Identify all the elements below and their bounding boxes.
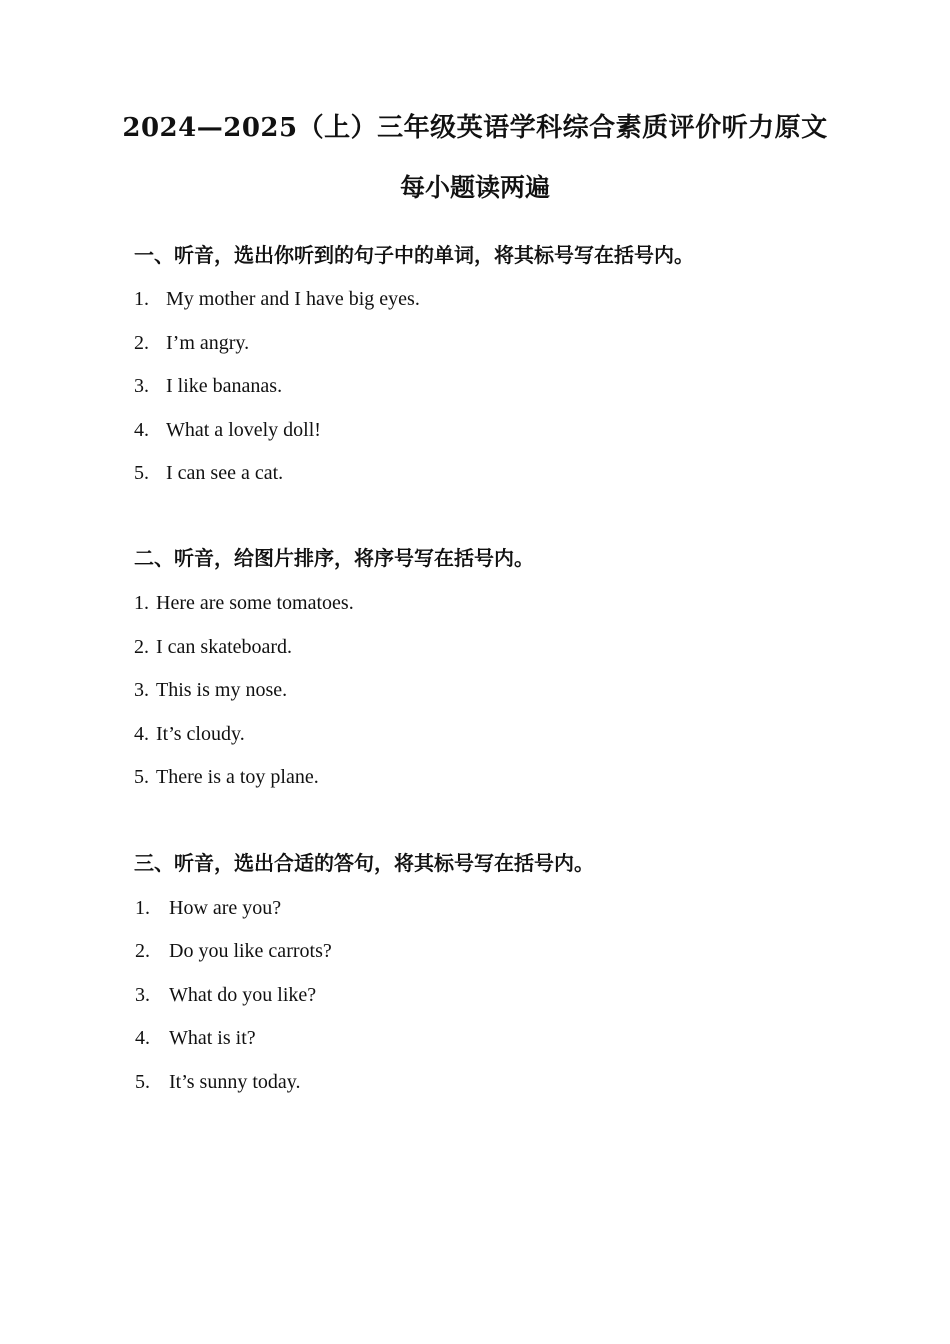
list-item — [134, 632, 292, 662]
list-item — [135, 893, 281, 923]
item-number: 1. — [135, 897, 150, 919]
list-item — [134, 371, 282, 401]
list-item — [135, 1067, 300, 1097]
item-text: I can see a cat. — [166, 462, 284, 484]
item-number: 5. — [135, 1071, 150, 1093]
item-number: 4. — [134, 419, 149, 441]
item-text: This is my nose. — [156, 679, 288, 701]
list-item — [135, 1023, 256, 1053]
section-heading: 一、听音，选出你听到的句子中的单词，将其标号写在括号内。 — [134, 243, 694, 267]
item-text: It’s cloudy. — [156, 723, 245, 745]
item-text: There is a toy plane. — [156, 766, 319, 788]
item-text: I can skateboard. — [156, 636, 293, 658]
item-number: 3. — [135, 984, 150, 1006]
list-item — [135, 980, 316, 1010]
section-heading: 二、听音，给图片排序，将序号写在括号内。 — [134, 546, 534, 570]
list-item — [134, 415, 321, 445]
section-heading: 三、听音，选出合适的答句，将其标号写在括号内。 — [134, 851, 594, 875]
item-text: What a lovely doll! — [166, 419, 321, 441]
item-text: Here are some tomatoes. — [156, 592, 354, 614]
item-text: What do you like? — [169, 984, 317, 1006]
item-number: 2. — [135, 940, 150, 962]
item-number: 5. — [134, 766, 149, 788]
item-text: How are you? — [169, 897, 282, 919]
list-item — [134, 719, 245, 749]
item-number: 2. — [134, 636, 149, 658]
list-item — [134, 588, 354, 618]
item-number: 3. — [134, 375, 149, 397]
item-text: It’s sunny today. — [169, 1071, 301, 1093]
item-number: 4. — [135, 1027, 150, 1049]
list-item — [134, 675, 287, 705]
page-title: 2024—2025（上）三年级英语学科综合素质评价听力原文 — [122, 113, 828, 143]
item-number: 1. — [134, 288, 149, 310]
list-item — [134, 458, 283, 488]
page-subtitle: 每小题读两遍 — [399, 173, 550, 202]
item-number: 4. — [134, 723, 149, 745]
list-item — [134, 328, 249, 358]
item-text: My mother and I have big eyes. — [166, 288, 420, 310]
item-text: I’m angry. — [166, 332, 250, 354]
item-text: What is it? — [169, 1027, 256, 1049]
item-number: 2. — [134, 332, 149, 354]
item-text: I like bananas. — [166, 375, 283, 397]
item-number: 5. — [134, 462, 149, 484]
item-number: 1. — [134, 592, 149, 614]
list-item — [135, 936, 332, 966]
list-item — [134, 762, 319, 792]
item-text: Do you like carrots? — [169, 940, 332, 962]
item-number: 3. — [134, 679, 149, 701]
list-item — [134, 284, 420, 314]
